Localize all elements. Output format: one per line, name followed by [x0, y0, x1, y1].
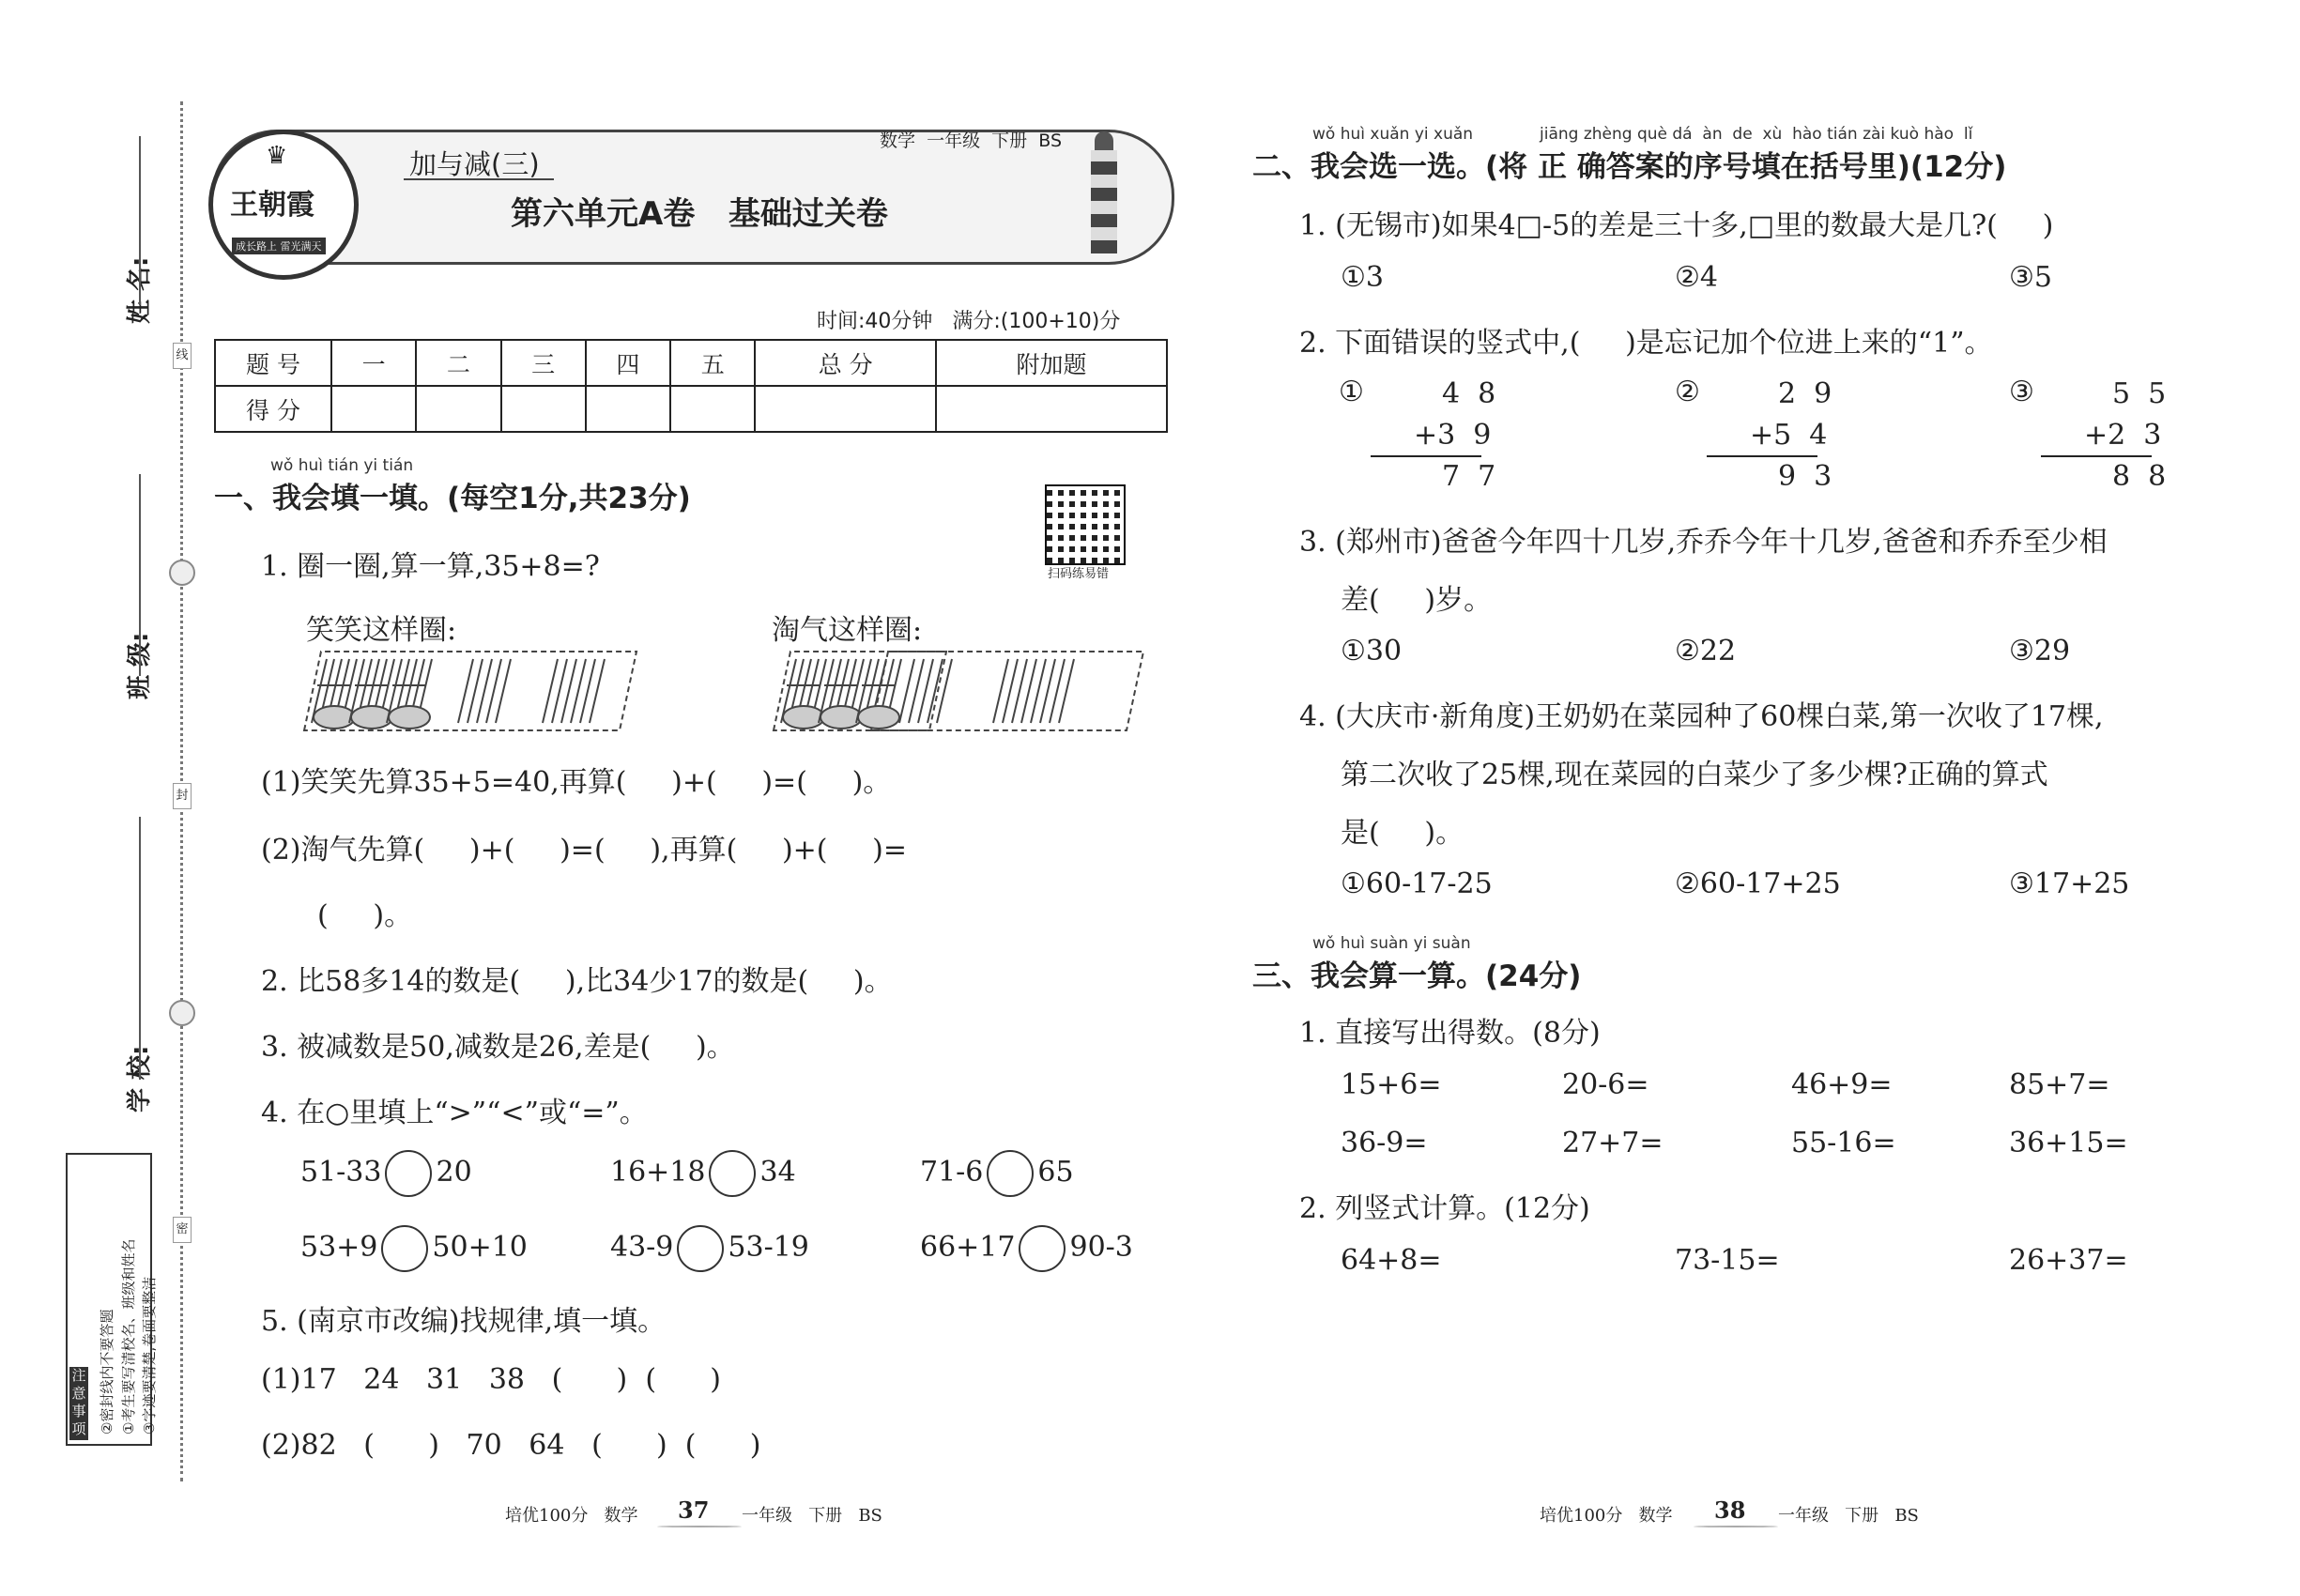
sec2-q3-opt-3: ③29: [2009, 635, 2071, 668]
compare-left: 16+18: [610, 1156, 706, 1189]
sec2-q1-opt-3: ③5: [2009, 261, 2052, 294]
compare-item: [300, 1225, 528, 1272]
compare-left: 66+17: [920, 1231, 1016, 1264]
compare-item: [610, 1225, 809, 1272]
vertical-calc-item: 73-15=: [1675, 1244, 1780, 1277]
sec1-q1-1: (1)笑笑先算35+5=40,再算( )+( )=( )。: [261, 766, 892, 799]
vertical-addition: [2084, 374, 2166, 498]
calc-item: 27+7=: [1562, 1127, 1664, 1159]
notes-box: [66, 1153, 158, 1446]
compare-right: 20: [436, 1156, 472, 1189]
sec2-q4-opt-3: ③17+25: [2009, 867, 2130, 900]
qr-code[interactable]: [1045, 484, 1126, 565]
vertical-calc-item: 64+8=: [1341, 1244, 1442, 1277]
compare-right: 50+10: [432, 1231, 528, 1264]
school-line: [139, 817, 141, 1080]
sec2-q4-opt-2: ②60-17+25: [1675, 867, 1841, 900]
compare-left: 51-33: [300, 1156, 382, 1189]
compare-circle[interactable]: [709, 1150, 756, 1197]
binding-hole-icon: [169, 560, 195, 586]
brand-slogan: 成长路上 雷光满天: [232, 238, 326, 254]
compare-circle[interactable]: [987, 1150, 1034, 1197]
footer-right-page: 38: [1714, 1496, 1746, 1524]
binding-hole-icon: [169, 1000, 195, 1026]
calc-item: 20-6=: [1562, 1068, 1649, 1101]
calc-item: 15+6=: [1341, 1068, 1442, 1101]
sum-line: [1707, 455, 1817, 457]
score-value-row: [215, 386, 1167, 432]
footer-right-swoosh: [1694, 1526, 1778, 1527]
addend-bottom: +2 3: [2084, 419, 2162, 452]
sec3-q2: 2. 列竖式计算。(12分): [1299, 1192, 1590, 1225]
compare-item: [300, 1150, 472, 1197]
sec2-pinyin-2: jiāng zhèng què dá àn de xù hào tián zài kuò hào lǐ: [1540, 125, 1973, 144]
sec2-q4: 4. (大庆市·新角度)王奶奶在菜园种了60棵白菜,第一次收了17棵,: [1299, 700, 2104, 733]
q1-right-label: 淘气这样圈:: [772, 614, 923, 647]
seal-mark-line: 线: [173, 343, 192, 369]
seal-mark-seal: 封: [173, 783, 192, 809]
sec2-q3b: 差( )岁。: [1341, 584, 1493, 617]
sum-line: [1371, 455, 1481, 457]
score-header-cell: 附加题: [936, 340, 1167, 386]
sec2-q3-opt-2: ②22: [1675, 635, 1737, 668]
sec1-pinyin: wǒ huì tián yi tián: [270, 456, 414, 475]
addend-bottom: +5 4: [1750, 419, 1828, 452]
compare-right: 34: [759, 1156, 796, 1189]
name-label: 姓 名:: [126, 256, 154, 324]
addend-top: 2 9: [1778, 377, 1832, 410]
score-header-cell: 题 号: [215, 340, 331, 386]
sec1-q5-2: (2)82 ( ) 70 64 ( ) ( ): [261, 1429, 761, 1462]
sec2-q1-opt-1: ①3: [1341, 261, 1384, 294]
footer-right-book: 培优100分 数学: [1540, 1506, 1673, 1526]
score-header-cell: 一: [331, 340, 416, 386]
sec2-q2: 2. 下面错误的竖式中,( )是忘记加个位进上来的“1”。: [1299, 327, 1993, 360]
seal-mark-secret: 密: [173, 1217, 192, 1243]
q1-left-label: 笑笑这样圈:: [306, 614, 457, 647]
score-header-cell: 二: [416, 340, 500, 386]
vertical-addition: [1414, 374, 1495, 498]
note-3: ③字迹要清楚,卷面要整洁: [141, 1276, 158, 1435]
time-score: 时间:40分钟 满分:(100+10)分: [817, 310, 1121, 333]
brand-logo: [208, 130, 359, 280]
sec2-q3-opt-1: ①30: [1341, 635, 1403, 668]
compare-right: 53-19: [728, 1231, 809, 1264]
footer-left-meta: 一年级 下册 BS: [742, 1506, 882, 1526]
sec1-title: 一、我会填一填。(每空1分,共23分): [214, 482, 691, 515]
sec1-q1-2b: ( )。: [317, 899, 413, 932]
compare-left: 53+9: [300, 1231, 378, 1264]
sec1-q4: 4. 在○里填上“>”“<”或“=”。: [261, 1097, 648, 1129]
compare-circle[interactable]: [385, 1150, 432, 1197]
compare-item: [610, 1150, 796, 1197]
score-cell[interactable]: [501, 386, 586, 432]
vertical-addition: [1750, 374, 1832, 498]
compare-circle[interactable]: [381, 1225, 428, 1272]
compare-circle[interactable]: [1019, 1225, 1066, 1272]
sec2-q1-opt-2: ②4: [1675, 261, 1718, 294]
note-2: ②密封线内不要答题: [99, 1309, 115, 1435]
class-label: 班 级:: [126, 632, 154, 699]
score-row-label: 得 分: [215, 386, 331, 432]
compare-left: 71-6: [920, 1156, 984, 1189]
book-meta: 数学 一年级 下册 BS: [880, 130, 1062, 151]
score-header-row: [215, 340, 1167, 386]
sec2-pinyin: wǒ huì xuǎn yi xuǎn: [1312, 125, 1474, 144]
class-line: [139, 474, 141, 676]
score-cell[interactable]: [670, 386, 755, 432]
crown-icon: ♛: [266, 142, 288, 170]
sec3-q1: 1. 直接写出得数。(8分): [1299, 1017, 1601, 1050]
vertical-calc-item: 26+37=: [2009, 1244, 2128, 1277]
score-header-cell: 五: [670, 340, 755, 386]
sticks-illustration: [299, 648, 1181, 734]
compare-item: [920, 1150, 1074, 1197]
sec2-q2-opt-num: ③: [2009, 376, 2034, 408]
sec3-title: 三、我会算一算。(24分): [1252, 959, 1582, 993]
school-label: 学 校:: [126, 1045, 154, 1113]
compare-left: 43-9: [610, 1231, 674, 1264]
score-header-cell: 三: [501, 340, 586, 386]
calc-item: 36-9=: [1341, 1127, 1428, 1159]
score-header-cell: 总 分: [755, 340, 936, 386]
score-cell[interactable]: [331, 386, 416, 432]
score-cell[interactable]: [586, 386, 670, 432]
sec2-q1: 1. (无锡市)如果4□-5的差是三十多,□里的数最大是几?( ): [1299, 209, 2054, 242]
sec2-title: 二、我会选一选。(将 正 确答案的序号填在括号里)(12分): [1252, 150, 2007, 184]
sec2-q4c: 是( )。: [1341, 817, 1464, 850]
compare-circle[interactable]: [677, 1225, 724, 1272]
sec1-q1-2: (2)淘气先算( )+( )=( ),再算( )+( )=: [261, 834, 908, 867]
topic-label: 加与减(三): [409, 148, 540, 180]
sec1-q3: 3. 被减数是50,减数是26,差是( )。: [261, 1031, 735, 1064]
calc-item: 55-16=: [1791, 1127, 1896, 1159]
score-header-cell: 四: [586, 340, 670, 386]
score-cell[interactable]: [416, 386, 500, 432]
sum-result: 7 7: [1442, 460, 1496, 493]
sec2-q4b: 第二次收了25棵,现在菜园的白菜少了多少棵?正确的算式: [1341, 759, 2048, 791]
compare-item: [920, 1225, 1133, 1272]
sec2-q2-opt-num: ①: [1339, 376, 1364, 408]
calc-item: 36+15=: [2009, 1127, 2128, 1159]
sec1-q2: 2. 比58多14的数是( ),比34少17的数是( )。: [261, 965, 893, 998]
calc-item: 46+9=: [1791, 1068, 1893, 1101]
lighthouse-icon: [1087, 131, 1121, 253]
footer-left-book: 培优100分 数学: [505, 1506, 638, 1526]
score-cell[interactable]: [755, 386, 936, 432]
sec2-q3: 3. (郑州市)爸爸今年四十几岁,乔乔今年十几岁,爸爸和乔乔至少相: [1299, 526, 2108, 559]
sec2-q4-opt-1: ①60-17-25: [1341, 867, 1493, 900]
page-title: 第六单元A卷 基础过关卷: [511, 195, 888, 233]
score-table: [214, 339, 1168, 433]
sec2-q2-opt-num: ②: [1675, 376, 1700, 408]
addend-top: 4 8: [1442, 377, 1496, 410]
qr-caption: 扫码练易错: [1048, 567, 1110, 581]
sec1-q5-1: (1)17 24 31 38 ( ) ( ): [261, 1363, 721, 1396]
footer-left-page: 37: [678, 1496, 710, 1524]
sec3-pinyin: wǒ huì suàn yi suàn: [1312, 934, 1471, 953]
footer-right-meta: 一年级 下册 BS: [1778, 1506, 1919, 1526]
topic-underline: [404, 178, 554, 180]
brand-name: 王朝霞: [230, 189, 314, 222]
name-line: [139, 136, 141, 305]
score-cell[interactable]: [936, 386, 1167, 432]
sec1-q5: 5. (南京市改编)找规律,填一填。: [261, 1305, 667, 1338]
sec1-q1: 1. 圈一圈,算一算,35+8=?: [261, 550, 600, 583]
addend-bottom: +3 9: [1414, 419, 1492, 452]
addend-top: 5 5: [2112, 377, 2167, 410]
compare-right: 65: [1037, 1156, 1074, 1189]
compare-right: 90-3: [1069, 1231, 1133, 1264]
sum-line: [2041, 455, 2152, 457]
note-1: ①考生要写清校名、班级和姓名: [120, 1238, 137, 1435]
sum-result: 9 3: [1778, 460, 1832, 493]
calc-item: 85+7=: [2009, 1068, 2110, 1101]
footer-left-swoosh: [657, 1526, 742, 1527]
sum-result: 8 8: [2112, 460, 2167, 493]
notes-title: 注意事项: [69, 1367, 88, 1440]
